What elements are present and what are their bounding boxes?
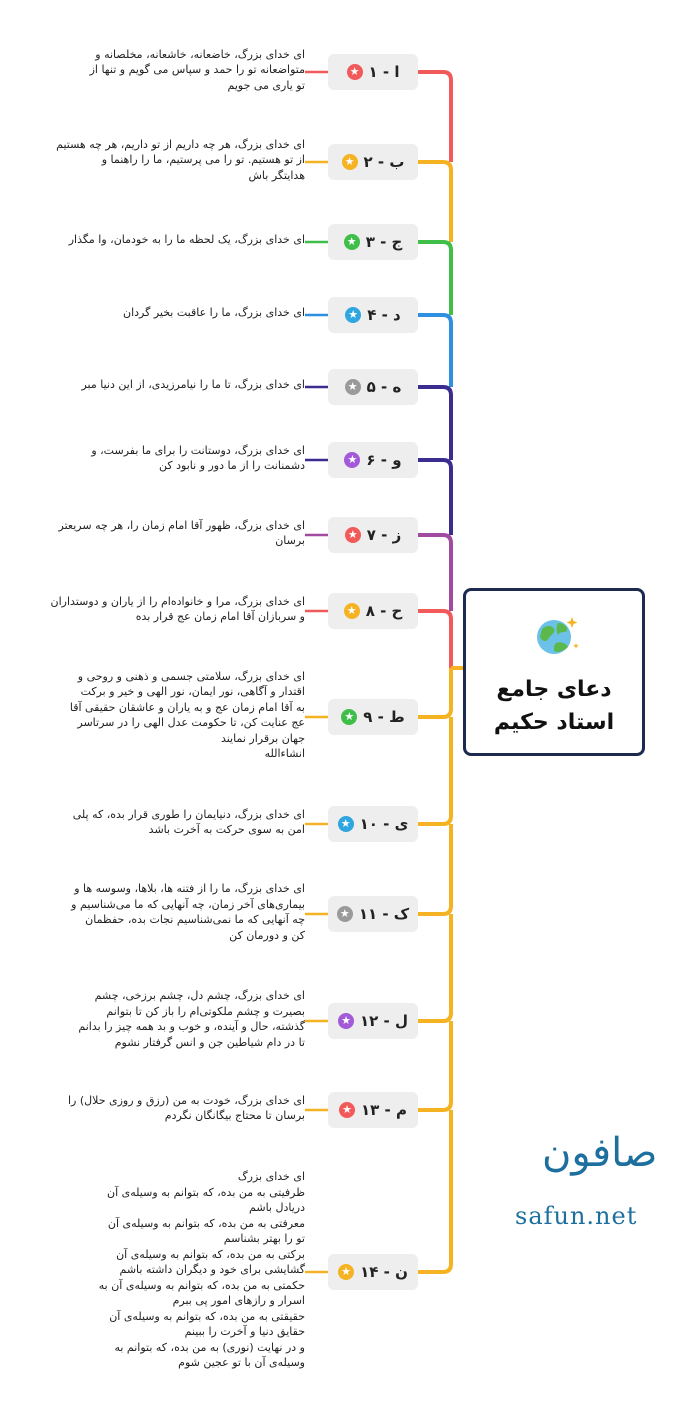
item-description-6: ای خدای بزرگ، دوستانت را برای ما بفرست، و دشمنانت را از ما دور و نابود کن bbox=[91, 443, 305, 472]
star-icon: ★ bbox=[344, 234, 360, 250]
branch-line bbox=[418, 1102, 451, 1110]
branch-line bbox=[418, 460, 451, 468]
star-icon: ★ bbox=[345, 379, 361, 395]
item-label: م - ۱۳ bbox=[361, 1101, 407, 1119]
item-label: د - ۴ bbox=[367, 306, 401, 324]
branch-line bbox=[418, 906, 451, 914]
star-icon: ★ bbox=[339, 1102, 355, 1118]
branch-line bbox=[418, 1013, 451, 1021]
item-node-12[interactable] bbox=[328, 1003, 418, 1039]
branch-line bbox=[418, 242, 451, 250]
item-label: ز - ۷ bbox=[366, 526, 402, 544]
item-node-8[interactable] bbox=[328, 593, 418, 629]
safun-logo bbox=[515, 1130, 670, 1240]
logo-arabic-text: صافون bbox=[542, 1130, 658, 1176]
item-node-5[interactable] bbox=[328, 369, 418, 405]
branch-line bbox=[418, 162, 451, 170]
item-label: ه - ۵ bbox=[366, 378, 402, 396]
item-label: ک - ۱۱ bbox=[358, 905, 410, 923]
item-node-13[interactable] bbox=[328, 1092, 418, 1128]
item-description-1: ای خدای بزرگ، خاضعانه، خاشعانه، مخلصانه و متواضعانه تو را حمد و سپاس می گویم و تنها از تو یاری می جویم bbox=[89, 47, 305, 92]
star-icon: ★ bbox=[342, 154, 358, 170]
star-icon: ★ bbox=[338, 1013, 354, 1029]
branch-line bbox=[418, 611, 451, 619]
star-icon: ★ bbox=[338, 1264, 354, 1280]
branch-line bbox=[418, 535, 451, 543]
item-description-5: ای خدای بزرگ، تا ما را نیامرزیدی، از این دنیا مبر bbox=[81, 378, 305, 392]
item-node-4[interactable] bbox=[328, 297, 418, 333]
branch-line bbox=[418, 72, 451, 80]
item-label: ب - ۲ bbox=[363, 153, 405, 171]
item-label: ج - ۳ bbox=[365, 233, 403, 251]
item-node-6[interactable] bbox=[328, 442, 418, 478]
star-icon: ★ bbox=[344, 452, 360, 468]
item-description-13: ای خدای بزرگ، خودت به من (رزق و روزی حلال) را برسان تا محتاج بیگانگان نگردم bbox=[68, 1093, 305, 1122]
item-description-7: ای خدای بزرگ، ظهور آقا امام زمان را، هر چه سریعتر برسان bbox=[58, 518, 305, 547]
item-node-3[interactable] bbox=[328, 224, 418, 260]
star-icon: ★ bbox=[345, 307, 361, 323]
item-label: ی - ۱۰ bbox=[359, 815, 409, 833]
item-label: ط - ۹ bbox=[363, 708, 405, 726]
item-node-2[interactable] bbox=[328, 144, 418, 180]
item-label: ل - ۱۲ bbox=[360, 1012, 408, 1030]
star-icon: ★ bbox=[344, 603, 360, 619]
item-label: ن - ۱۴ bbox=[360, 1263, 408, 1281]
item-node-14[interactable] bbox=[328, 1254, 418, 1290]
item-description-11: ای خدای بزرگ، ما را از فتنه ها، بلاها، وسوسه ها و بیماری‌های آخر زمان، چه آنهایی که ما می‌شناسیم و چه آنهایی که ما نمی‌شناسیم نجات بده، حفظمان کن و دورمان کن bbox=[71, 882, 305, 942]
item-description-4: ای خدای بزرگ، ما را عاقبت بخیر گردان bbox=[122, 306, 305, 320]
item-description-3: ای خدای بزرگ، یک لحظه ما را به خودمان، وا مگذار bbox=[68, 233, 305, 247]
item-label: ح - ۸ bbox=[365, 602, 403, 620]
item-node-7[interactable] bbox=[328, 517, 418, 553]
star-icon: ★ bbox=[338, 816, 354, 832]
branch-line bbox=[418, 816, 451, 824]
root-node[interactable] bbox=[463, 588, 645, 756]
branch-line bbox=[418, 387, 451, 395]
branch-line bbox=[418, 1264, 451, 1272]
logo-latin-text: safun.net bbox=[515, 1202, 638, 1230]
branch-line bbox=[418, 315, 451, 323]
star-icon: ★ bbox=[337, 906, 353, 922]
item-description-2: ای خدای بزرگ، هر چه داریم از تو داریم، هر چه هستیم از تو هستیم. تو را می پرستیم، ما را راهنما و هدایتگر باش bbox=[56, 137, 305, 182]
item-node-10[interactable] bbox=[328, 806, 418, 842]
globe-icon bbox=[534, 613, 580, 659]
item-node-9[interactable] bbox=[328, 699, 418, 735]
item-description-14: ای خدای بزرگ ظرفیتی به من بده، که بتوانم به وسیله‌ی آن دریادل باشم معرفتی به من بده، که بتوانم به وسیله‌ی آن تو را بهتر بشناسم برکتی به من بده، که بتوانم به وسیله‌ی آن گشایشی برای خود و دیگران داشته باشم حکمتی به من بده، که بتوانم به وسیله‌ی آن به اسرار و رازهای امور پی ببرم حقیقتی به من بده، که بتوانم به وسیله‌ی آن حقایق دنیا و آخرت را ببینم و در نهایت (نوری) به من بده، که بتوانم به وسیله‌ی آن با تو عجین شوم bbox=[98, 1170, 305, 1370]
item-description-10: ای خدای بزرگ، دنیایمان را طوری قرار بده، که پلی امن به سوی حرکت به آخرت باشد bbox=[72, 807, 305, 836]
item-node-11[interactable] bbox=[328, 896, 418, 932]
root-title: دعای جامع استاد حکیم bbox=[493, 677, 615, 735]
star-icon: ★ bbox=[341, 709, 357, 725]
item-label: و - ۶ bbox=[366, 451, 402, 469]
branch-line bbox=[418, 709, 451, 717]
item-description-12: ای خدای بزرگ، چشم دل، چشم برزخی، چشم بصیرت و چشم ملکوتی‌ام را باز کن تا بتوانم گذشته، حال و آینده، و خوب و بد همه چیز را بدانم تا در دام شیاطین جن و انس گرفتار نشوم bbox=[78, 989, 305, 1049]
item-label: ا - ۱ bbox=[368, 63, 400, 81]
item-node-1[interactable] bbox=[328, 54, 418, 90]
item-description-9: ای خدای بزرگ، سلامتی جسمی و ذهنی و روحی و اقتدار و آگاهی، نور ایمان، نور الهی و خیر و برکت به آقا امام زمان عج و به یاران و عاشقان حقیقی آقا عج عنایت کن، تا حکومت عدل الهی را در سرتاسر جهان برقرار نمایند انشاءالله bbox=[69, 669, 305, 760]
star-icon: ★ bbox=[347, 64, 363, 80]
star-icon: ★ bbox=[345, 527, 361, 543]
item-description-8: ای خدای بزرگ، مرا و خانواده‌ام را از یاران و دوستداران و سربازان آقا امام زمان عج قرار بده bbox=[50, 594, 305, 623]
